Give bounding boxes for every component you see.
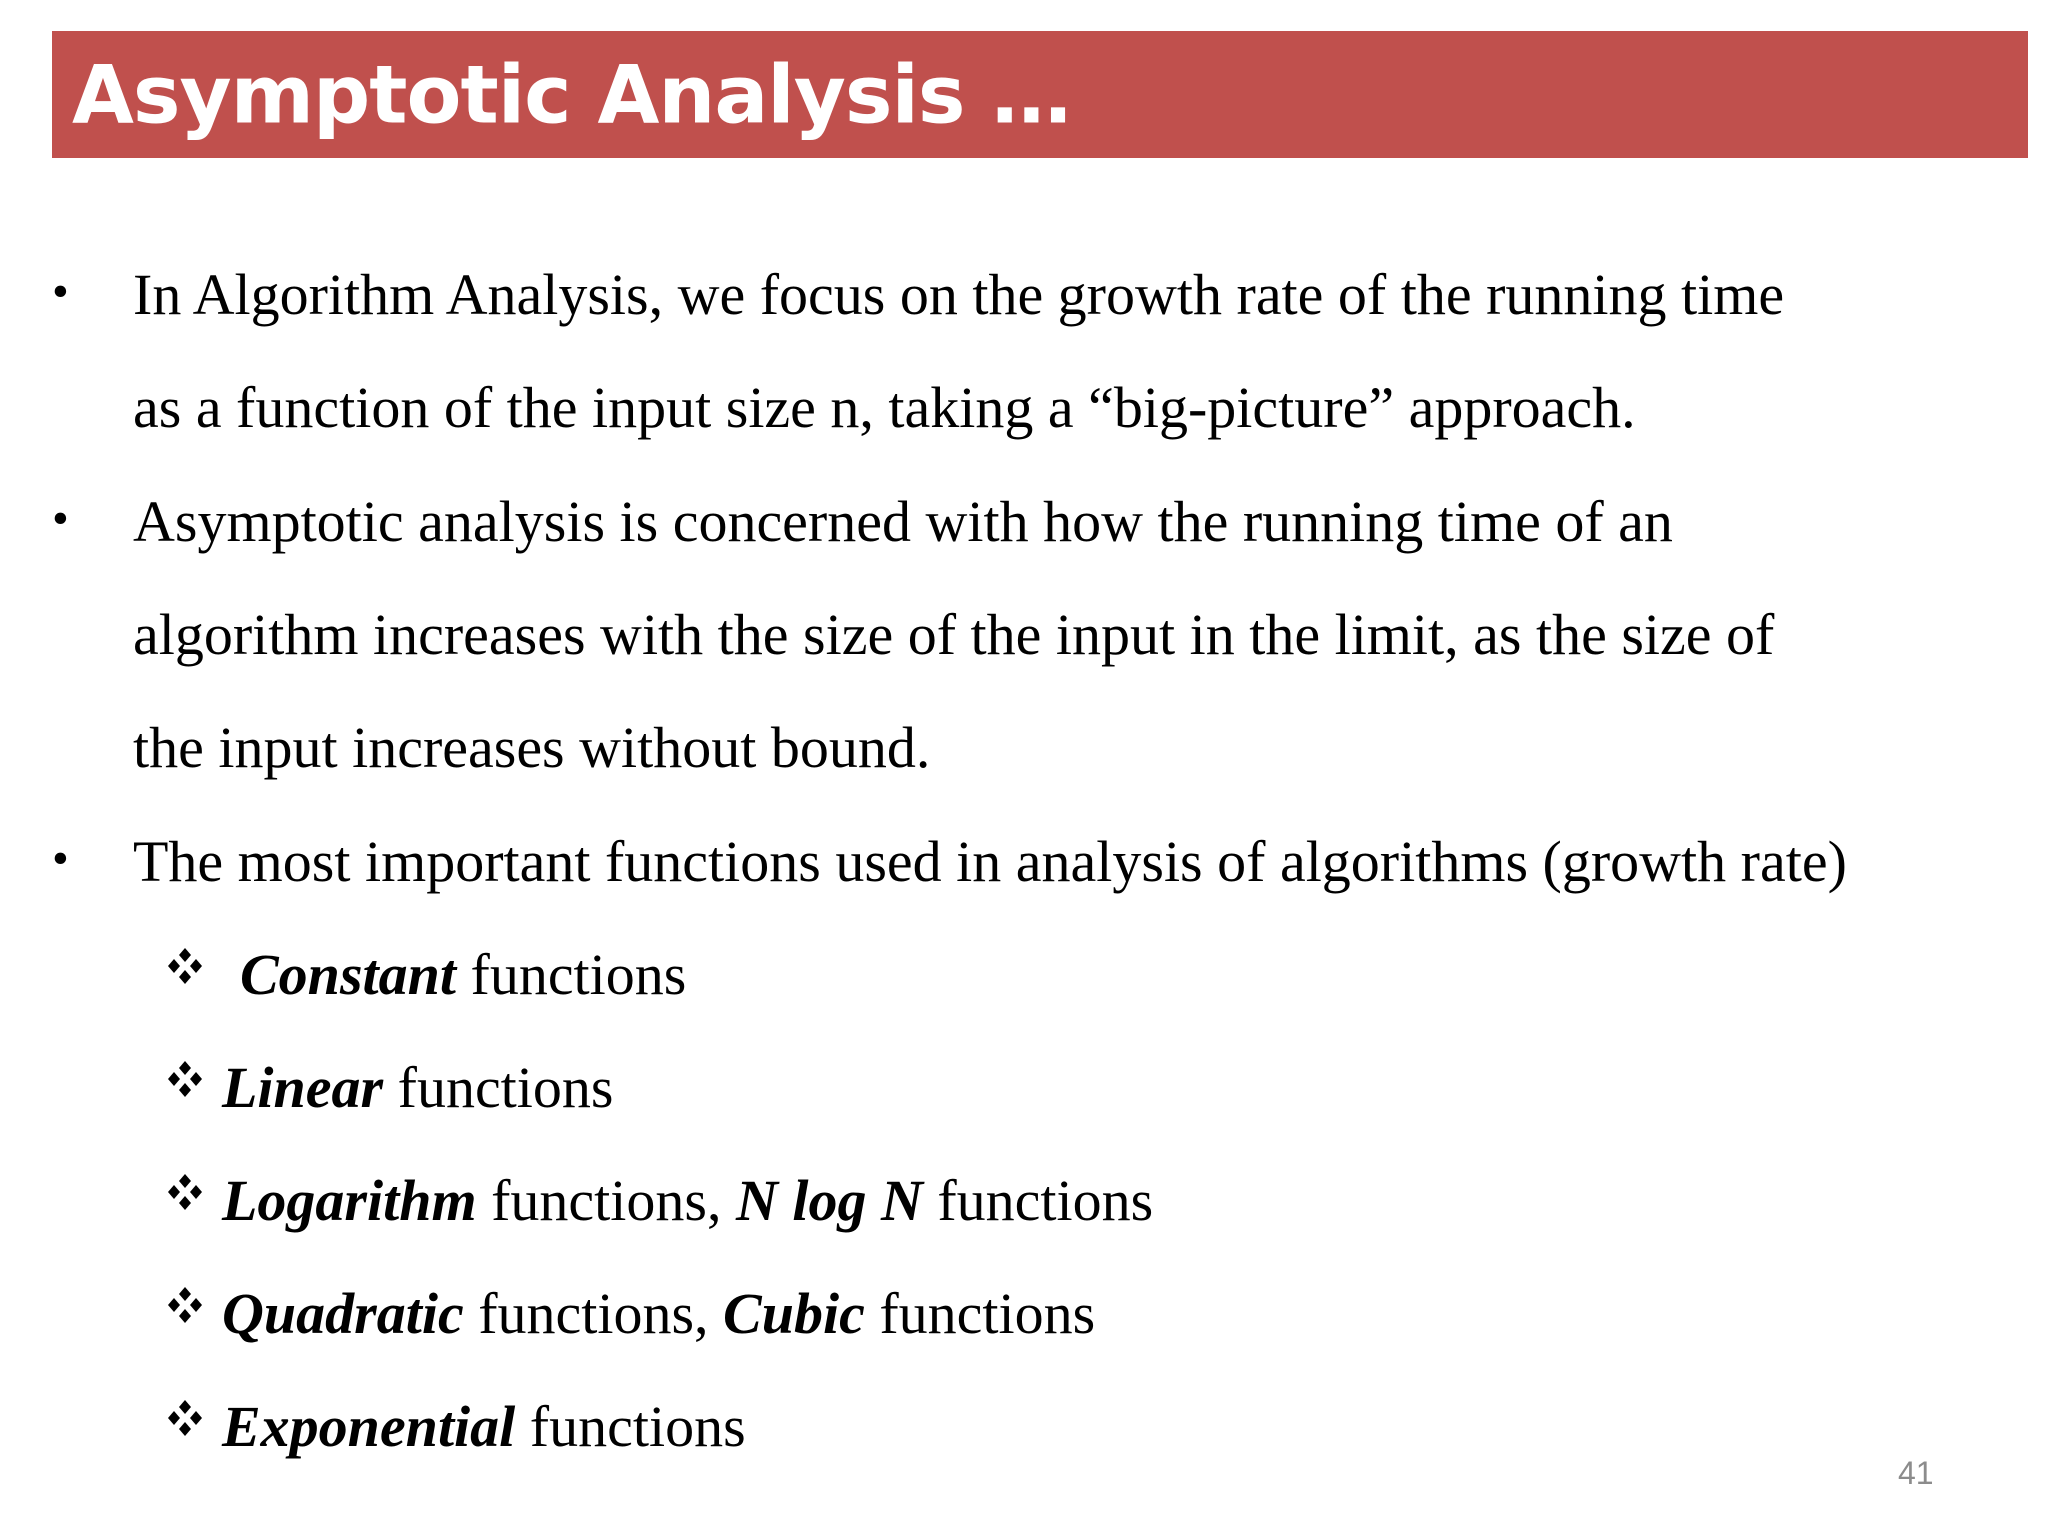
- bullet-dot: •: [52, 265, 69, 318]
- function-type: Linear: [222, 1055, 384, 1120]
- bullet-text-line: In Algorithm Analysis, we focus on the growth rate of the running time: [133, 262, 1785, 327]
- bullet-text-line: algorithm increases with the size of the input in the limit, as the size of: [133, 602, 1775, 667]
- function-suffix: functions: [515, 1394, 746, 1459]
- sub-list-text: [222, 1392, 746, 1462]
- bullet-text-line: Asymptotic analysis is concerned with how the running time of an: [133, 489, 1673, 554]
- slide-title: Asymptotic Analysis …: [72, 48, 1071, 141]
- function-suffix: functions: [864, 1281, 1096, 1346]
- sub-list-item: [0, 1055, 2048, 1138]
- sub-list-text: [222, 1053, 613, 1123]
- four-diamond-icon: [160, 1058, 210, 1108]
- function-suffix: functions: [922, 1168, 1154, 1233]
- function-suffix: functions: [383, 1055, 614, 1120]
- page-number: 41: [1898, 1455, 1934, 1491]
- sub-list-item: [0, 942, 2048, 1025]
- function-type: N log N: [735, 1168, 923, 1233]
- sub-list-item: [0, 1394, 2048, 1477]
- sub-list-text: [222, 1279, 1095, 1349]
- four-diamond-icon: [160, 945, 210, 995]
- bullet-dot: •: [52, 832, 69, 885]
- function-suffix: functions,: [463, 1281, 724, 1346]
- sub-list-item: [0, 1281, 2048, 1364]
- sub-list-text: [222, 1166, 1153, 1236]
- function-type: Cubic: [723, 1281, 865, 1346]
- bullet-text-line: the input increases without bound.: [133, 715, 931, 780]
- bullet-dot: •: [52, 492, 69, 545]
- function-type: Logarithm: [222, 1168, 477, 1233]
- function-suffix: functions,: [476, 1168, 736, 1233]
- four-diamond-icon: [160, 1171, 210, 1221]
- bullet-text-line: The most important functions used in analysis of algorithms (growth rate): [133, 829, 1847, 894]
- sub-list-text: [240, 940, 686, 1010]
- four-diamond-icon: [160, 1284, 210, 1334]
- function-type: Constant: [240, 942, 456, 1007]
- bullet-text-line: as a function of the input size n, taking a “big-picture” approach.: [133, 375, 1636, 440]
- sub-list-item: [0, 1168, 2048, 1251]
- function-suffix: functions: [456, 942, 687, 1007]
- function-type: Quadratic: [222, 1281, 464, 1346]
- function-type: Exponential: [222, 1394, 516, 1459]
- four-diamond-icon: [160, 1397, 210, 1447]
